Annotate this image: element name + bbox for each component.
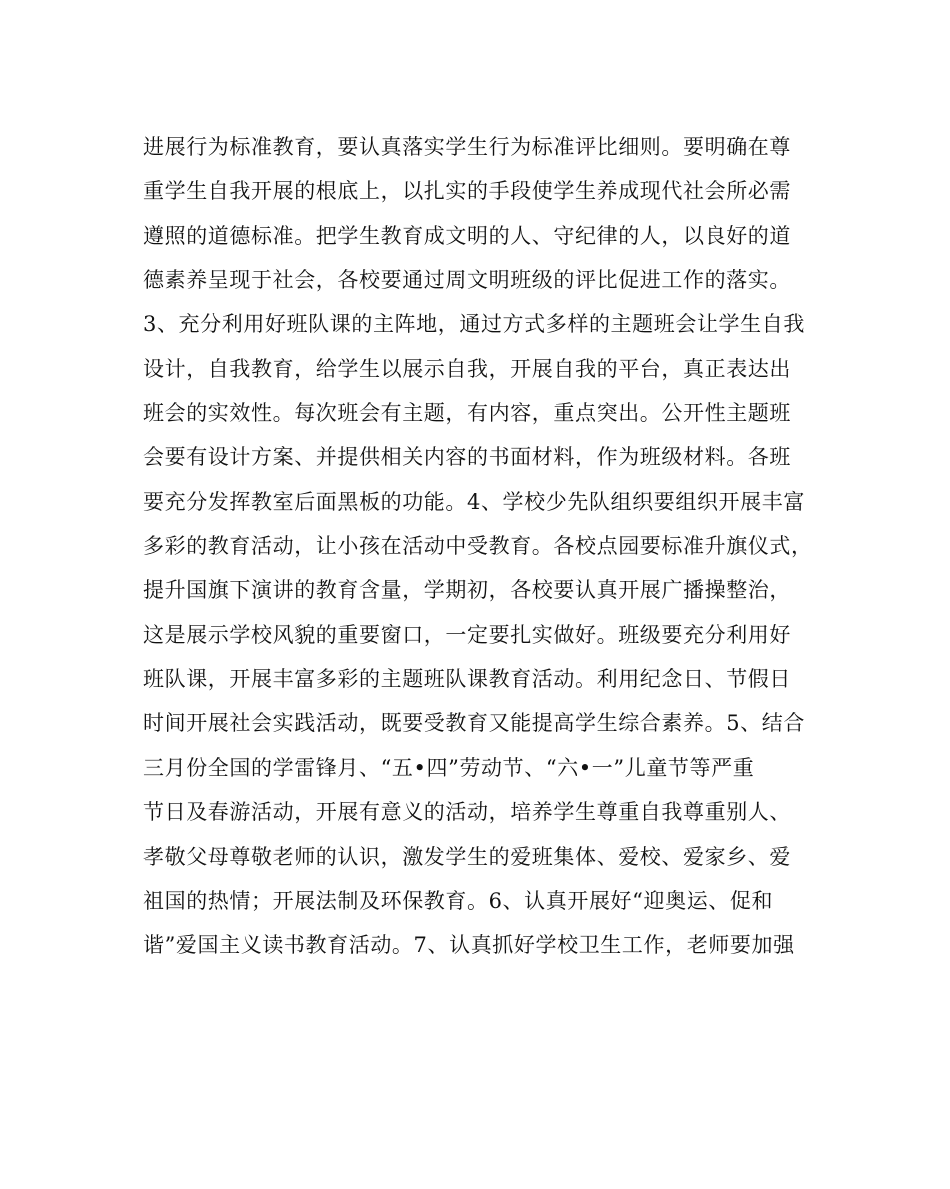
text-line: 重学生自我开展的根底上，以扎实的手段使学生养成现代社会所必需: [143, 179, 791, 204]
text-line: 孝敬父母尊敬老师的认识，激发学生的爱班集体、爱校、爱家乡、爱: [143, 844, 791, 869]
text-line: 要充分发挥教室后面黑板的功能。4、学校少先队组织要组织开展丰富: [143, 489, 805, 514]
text-line: 节日及春游活动，开展有意义的活动，培养学生尊重自我尊重别人、: [143, 800, 791, 825]
text-line: 设计，自我教育，给学生以展示自我，开展自我的平台，真正表达出: [143, 356, 791, 381]
text-line: 谐”爱国主义读书教育活动。7、认真抓好学校卫生工作，老师要加强: [143, 933, 795, 958]
text-line: 三月份全国的学雷锋月、“五•四”劳动节、“六•一”儿童节等严重: [143, 755, 755, 780]
text-line: 多彩的教育活动，让小孩在活动中受教育。各校点园要标准升旗仪式，: [143, 534, 813, 559]
text-line: 提升国旗下演讲的教育含量，学期初，各校要认真开展广播操整治，: [143, 578, 791, 603]
text-line: 遵照的道德标准。把学生教育成文明的人、守纪律的人，以良好的道: [143, 223, 791, 248]
text-line: 班队课，开展丰富多彩的主题班队课教育活动。利用纪念日、节假日: [143, 667, 791, 692]
text-line: 祖国的热情；开展法制及环保教育。6、认真开展好“迎奥运、促和: [143, 888, 774, 913]
text-line: 时间开展社会实践活动，既要受教育又能提高学生综合素养。5、结合: [143, 711, 805, 736]
text-line: 会要有设计方案、并提供相关内容的书面材料，作为班级材料。各班: [143, 445, 791, 470]
text-line: 班会的实效性。每次班会有主题，有内容，重点突出。公开性主题班: [143, 401, 791, 426]
text-line: 3、充分利用好班队课的主阵地，通过方式多样的主题班会让学生自我: [143, 312, 805, 337]
text-line: 德素养呈现于社会，各校要通过周文明班级的评比促进工作的落实。: [143, 268, 791, 293]
body-text: [143, 125, 823, 968]
text-line: 进展行为标准教育，要认真落实学生行为标准评比细则。要明确在尊: [143, 135, 791, 159]
text-line: 这是展示学校风貌的重要窗口，一定要扎实做好。班级要充分利用好: [143, 622, 791, 647]
